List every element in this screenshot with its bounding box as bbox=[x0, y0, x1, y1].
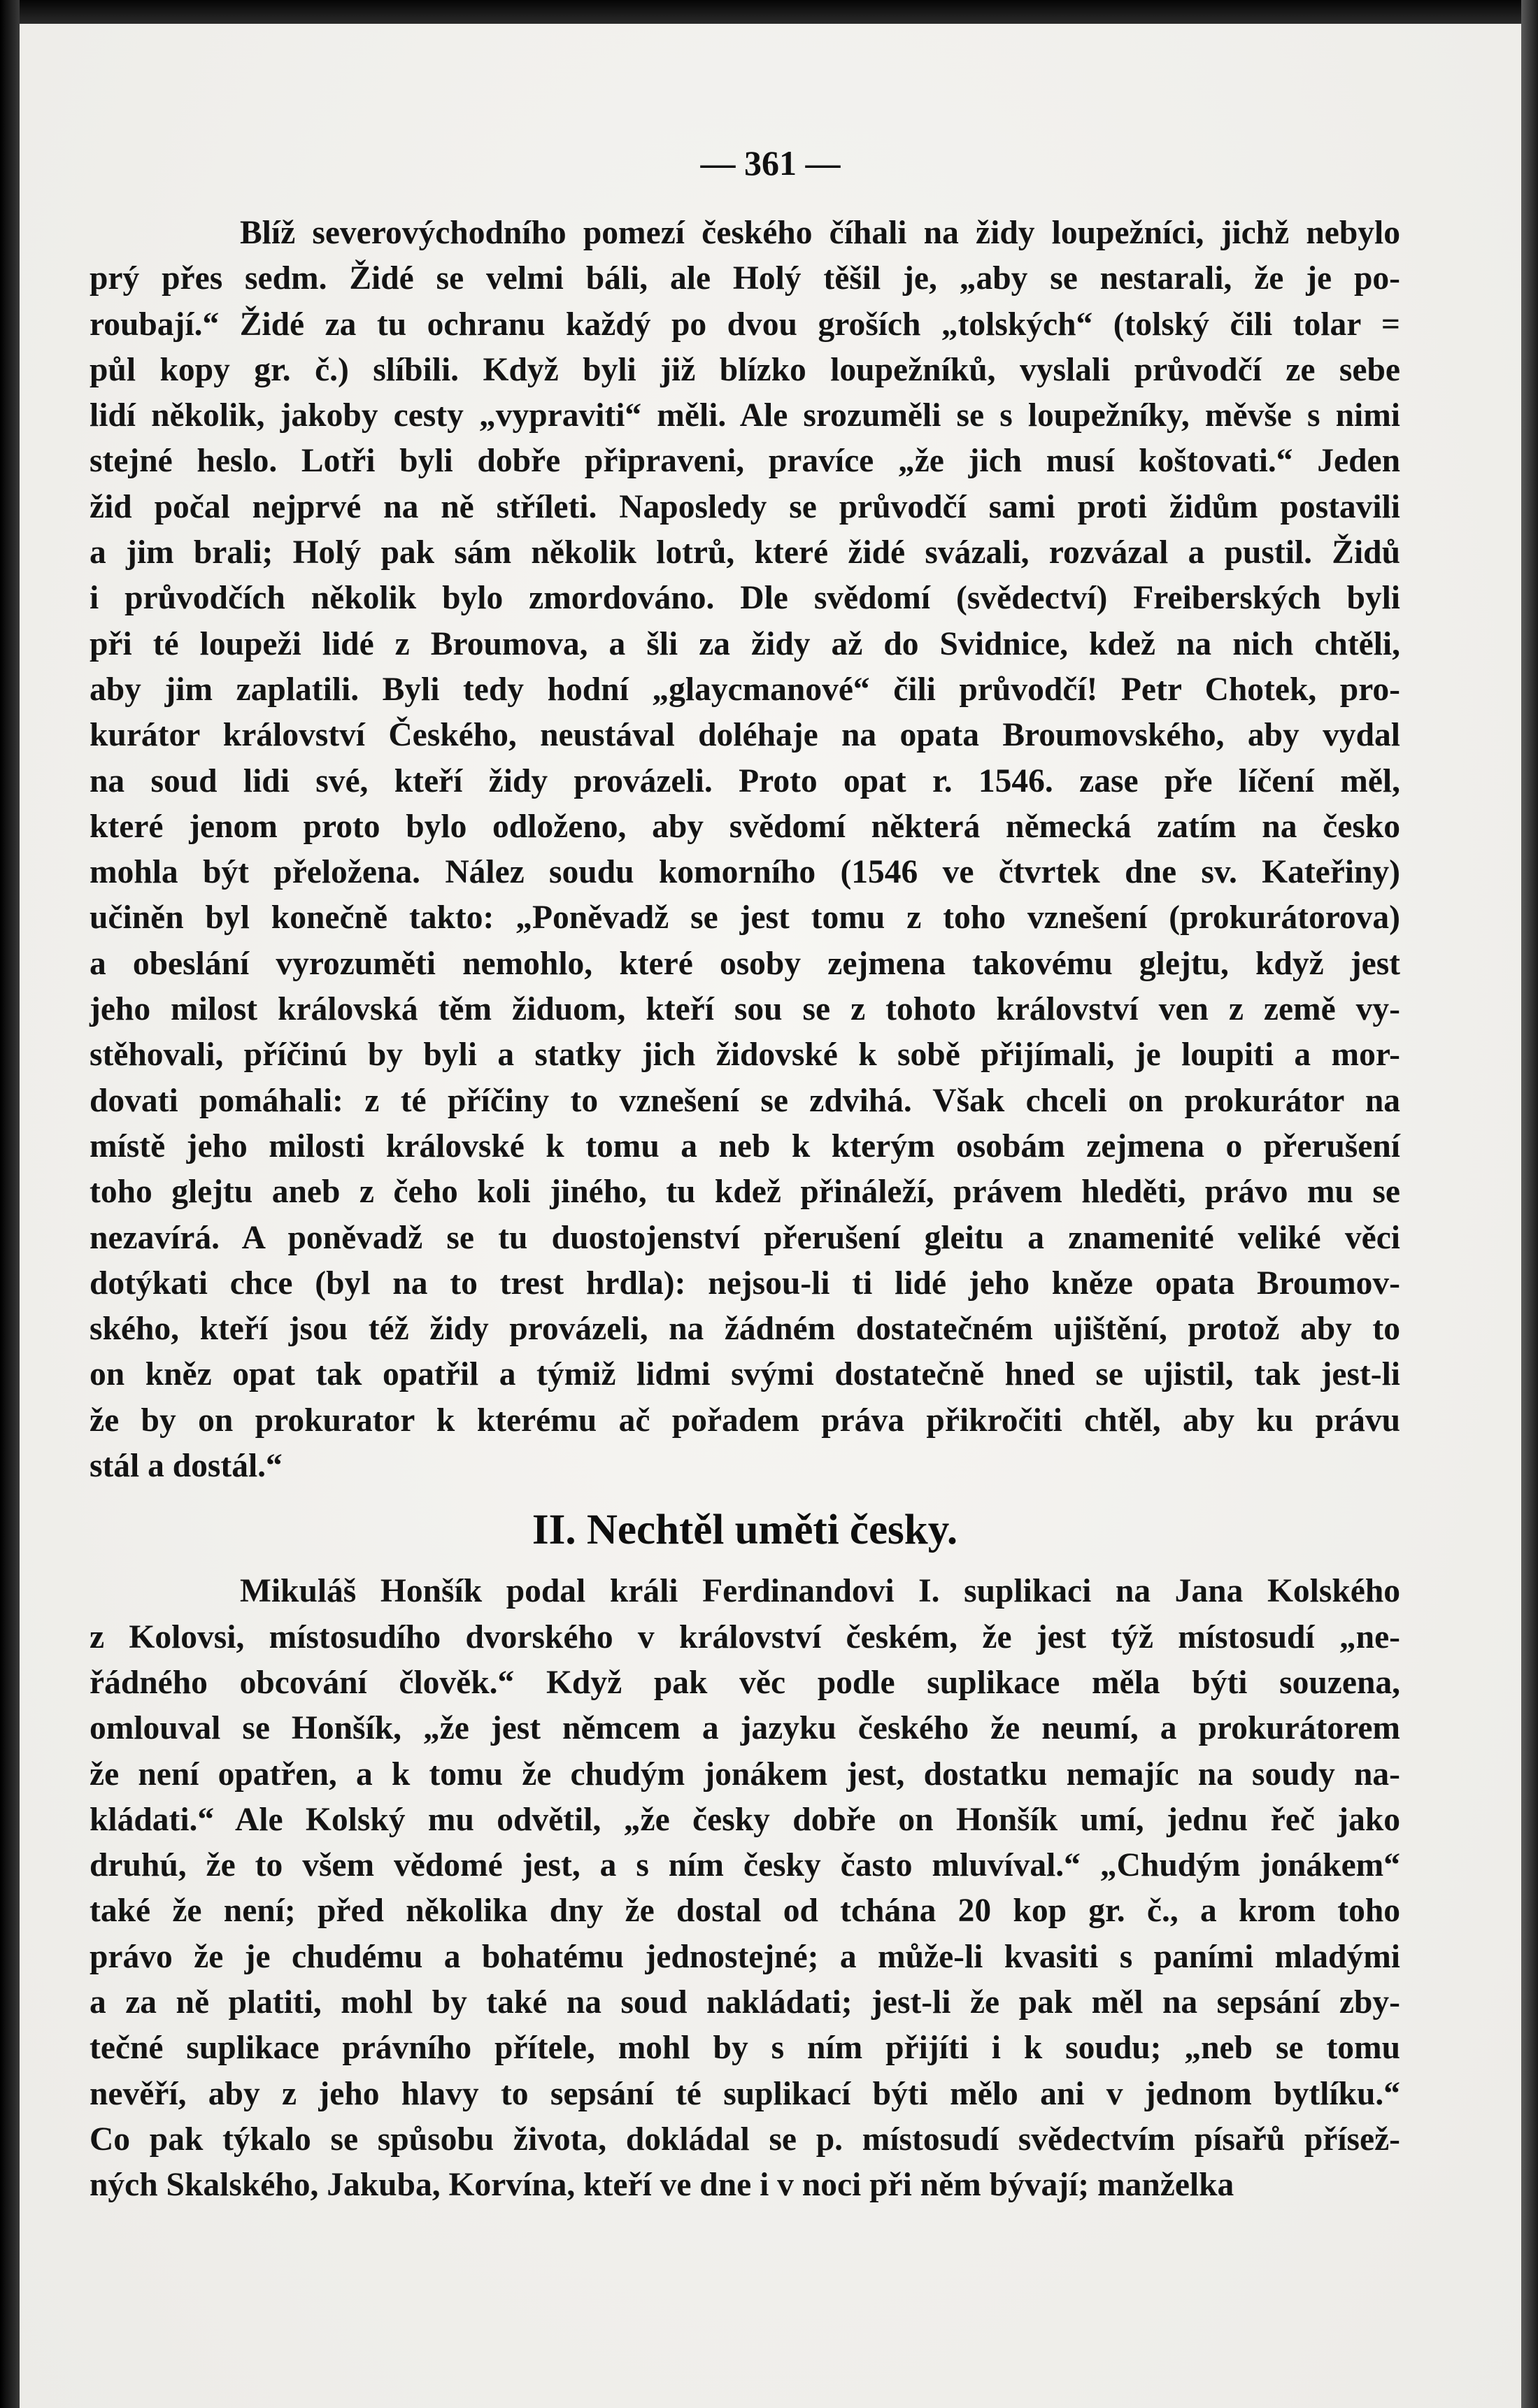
text-line: druhú, že to všem vědomé jest, a s ním česky často mluvíval.“ „Chudým jonákem“ bbox=[90, 1847, 1400, 1884]
text-line: dotýkati chce (byl na to trest hrdla): nejsou-li ti lidé jeho kněze opata Broumov- bbox=[90, 1264, 1400, 1302]
text-line: učiněn byl konečně takto: „Poněvadž se jest tomu z toho vznešení (prokurátorova) bbox=[90, 899, 1400, 936]
text-line: a obeslání vyrozuměti nemohlo, které osoby zejmena takovému glejtu, když jest bbox=[90, 945, 1400, 982]
text-line: které jenom proto bylo odloženo, aby svědomí některá německá zatím na česko bbox=[90, 808, 1400, 845]
text-line: kurátor království Českého, neustával doléhaje na opata Broumovského, aby vydal bbox=[90, 717, 1400, 754]
scan-border-right bbox=[1521, 0, 1538, 2408]
text-line: nezavírá. A poněvadž se tu duostojenství přerušení gleitu a znamenité veliké věci bbox=[90, 1219, 1400, 1256]
text-line: místě jeho milosti královské k tomu a neb k kterým osobám zejmena o přerušení bbox=[90, 1127, 1400, 1164]
text-line: že není opatřen, a k tomu že chudým jonákem jest, dostatku nemajíc na soudy na- bbox=[90, 1755, 1400, 1793]
text-line: nevěří, aby z jeho hlavy to sepsání té suplikací býti mělo ani v jednom bytlíku.“ bbox=[90, 2075, 1400, 2112]
text-line: i průvodčích několik bylo zmordováno. Dle svědomí (svědectví) Freiberských byli bbox=[90, 580, 1400, 617]
text-line: tečné suplikace právního přítele, mohl by s ním přijíti i k soudu; „neb se tomu bbox=[90, 2030, 1400, 2067]
book-page bbox=[20, 24, 1521, 2408]
text-line: Blíž severovýchodního pomezí českého číhali na židy loupežníci, jichž nebylo bbox=[240, 215, 1400, 251]
scan-border-top bbox=[0, 0, 1538, 24]
page-number: — 361 — bbox=[700, 143, 841, 183]
paragraph-1 bbox=[90, 211, 1400, 1489]
text-line: a za ně platiti, mohl by také na soud nakládati; jest-li že pak měl na sepsání zby- bbox=[90, 1983, 1400, 2021]
text-line: při té loupeži lidé z Broumova, a šli za židy až do Svidnice, kdež na nich chtěli, bbox=[90, 625, 1400, 662]
scan-border-left bbox=[0, 0, 20, 2408]
text-line: omlouval se Honšík, „že jest němcem a jazyku českého že neumí, a prokurátorem bbox=[90, 1710, 1400, 1747]
section-heading: II. Nechtěl uměti česky. bbox=[532, 1506, 958, 1554]
text-line: stál a dostál.“ bbox=[90, 1448, 283, 1485]
text-line: lidí několik, jakoby cesty „vypraviti“ měli. Ale srozuměli se s loupežníky, měvše s nimi bbox=[90, 397, 1400, 434]
text-line: na soud lidi své, kteří židy provázeli. Proto opat r. 1546. zase pře líčení měl, bbox=[90, 762, 1400, 799]
text-line: také že není; před několika dny že dostal od tchána 20 kop gr. č., a krom toho bbox=[90, 1893, 1400, 1930]
text-line: že by on prokurator k kterému ač pořadem práva přikročiti chtěl, aby ku právu bbox=[90, 1402, 1400, 1439]
text-line: z Kolovsi, místosudího dvorského v království českém, že jest týž místosudí „ne- bbox=[90, 1618, 1400, 1655]
text-line: roubají.“ Židé za tu ochranu každý po dvou groších „tolských“ (tolský čili tolar = bbox=[90, 306, 1400, 343]
text-line: Co pak týkalo se spůsobu života, dokládal se p. místosudí svědectvím písařů přísež- bbox=[90, 2121, 1400, 2158]
text-line: řádného obcování člověk.“ Když pak věc podle suplikace měla býti souzena, bbox=[90, 1664, 1400, 1701]
text-line: půl kopy gr. č.) slíbili. Když byli již blízko loupežníků, vyslali průvodčí ze sebe bbox=[90, 351, 1400, 388]
text-line: toho glejtu aneb z čeho koli jiného, tu kdež přináleží, právem hleděti, právo mu se bbox=[90, 1174, 1400, 1211]
text-line: stejné heslo. Lotři byli dobře připraveni, pravíce „že jich musí koštovati.“ Jeden bbox=[90, 443, 1400, 480]
text-line: ského, kteří jsou též židy provázeli, na žádném dostatečném ujištění, protož aby to bbox=[90, 1311, 1400, 1348]
text-line: aby jim zaplatili. Byli tedy hodní „glaycmanové“ čili průvodčí! Petr Chotek, pro- bbox=[90, 671, 1400, 708]
text-line: jeho milost královská těm židuom, kteří sou se z tohoto království ven z země vy- bbox=[90, 991, 1400, 1028]
text-line: dovati pomáhali: z té příčiny to vznešení se zdvihá. Však chceli on prokurátor na bbox=[90, 1082, 1400, 1119]
text-line: on kněz opat tak opatřil a týmiž lidmi svými dostatečně hned se ujistil, tak jest-li bbox=[90, 1356, 1400, 1393]
text-line: právo že je chudému a bohatému jednostejné; a může-li kvasiti s paními mladými bbox=[90, 1938, 1400, 1975]
text-line: stěhovali, příčinú by byli a statky jich židovské k sobě přijímali, je loupiti a mor- bbox=[90, 1036, 1400, 1074]
paragraph-2 bbox=[90, 1569, 1400, 2208]
text-line: žid počal nejprvé na ně stříleti. Naposledy se průvodčí sami proti židům postavili bbox=[90, 488, 1400, 525]
text-line: prý přes sedm. Židé se velmi báli, ale Holý těšil je, „aby se nestarali, že je po- bbox=[90, 260, 1400, 297]
body-text bbox=[90, 211, 1400, 2208]
text-line: mohla být přeložena. Nález soudu komorního (1546 ve čtvrtek dne sv. Kateřiny) bbox=[90, 854, 1400, 891]
text-line: Mikuláš Honšík podal králi Ferdinandovi I. suplikaci na Jana Kolského bbox=[240, 1573, 1400, 1610]
text-line: ných Skalského, Jakuba, Korvína, kteří ve dne i v noci při něm bývají; manželka bbox=[90, 2167, 1234, 2204]
text-line: a jim brali; Holý pak sám několik lotrů, které židé svázali, rozvázal a pustil. Židů bbox=[90, 534, 1400, 571]
text-line: kládati.“ Ale Kolský mu odvětil, „že česky dobře on Honšík umí, jednu řeč jako bbox=[90, 1801, 1400, 1838]
